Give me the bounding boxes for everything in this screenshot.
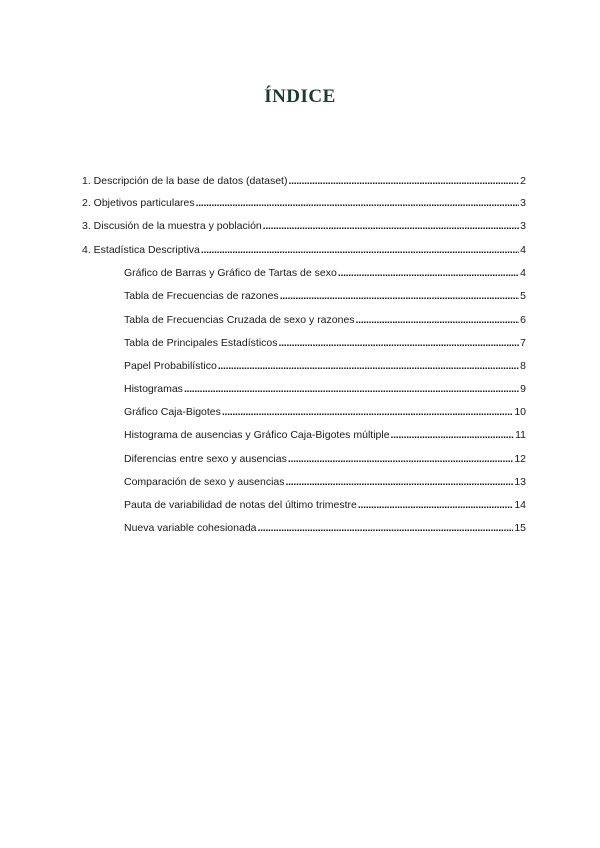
toc-dot-leader: [286, 475, 514, 489]
toc-dot-leader: [288, 174, 519, 188]
toc-dot-leader: [356, 313, 520, 327]
toc-page-number: 4: [520, 244, 526, 256]
toc-subentry-label: Pauta de variabilidad de notas del último trimestre: [124, 499, 357, 511]
toc-entry-label: 2. Objetivos particulares: [82, 197, 195, 209]
toc-page-number: 12: [514, 453, 526, 465]
toc-dot-leader: [280, 289, 519, 303]
toc-entry[interactable]: [82, 243, 526, 257]
toc-dot-leader: [218, 359, 519, 373]
toc-page-number: 14: [514, 499, 526, 511]
toc-page-number: 5: [520, 290, 526, 302]
toc-page-number: 9: [520, 383, 526, 395]
toc-dot-leader: [338, 266, 519, 280]
toc-dot-leader: [279, 336, 520, 350]
toc-subentry[interactable]: [124, 428, 526, 442]
toc-subentry[interactable]: [124, 521, 526, 535]
toc-page-number: 6: [520, 314, 526, 326]
toc-page-number: 3: [520, 220, 526, 232]
toc-subentry-label: Tabla de Frecuencias de razones: [124, 290, 279, 302]
toc-dot-leader: [222, 405, 513, 419]
toc-dot-leader: [201, 243, 519, 257]
toc-subentry-label: Gráfico Caja-Bigotes: [124, 406, 221, 418]
toc-subentry-label: Histogramas: [124, 383, 183, 395]
toc-subentry-label: Papel Probabilístico: [124, 360, 217, 372]
toc-subentry-label: Nueva variable cohesionada: [124, 522, 257, 534]
toc-subentry[interactable]: [124, 313, 526, 327]
toc-page-number: 4: [520, 267, 526, 279]
page-title: ÍNDICE: [264, 86, 336, 107]
toc-subentry[interactable]: [124, 289, 526, 303]
toc-dot-leader: [184, 382, 519, 396]
toc-page-number: 3: [520, 197, 526, 209]
toc-entry[interactable]: [82, 196, 526, 210]
toc-subentry[interactable]: [124, 266, 526, 280]
toc-page-number: 11: [515, 429, 526, 441]
toc-dot-leader: [358, 498, 513, 512]
toc-subentry-label: Tabla de Principales Estadísticos: [124, 337, 278, 349]
toc-subentry-label: Diferencias entre sexo y ausencias: [124, 453, 287, 465]
toc-subentry[interactable]: [124, 382, 526, 396]
toc-subentry[interactable]: [124, 498, 526, 512]
toc-entry-label: 1. Descripción de la base de datos (dataset): [82, 175, 288, 187]
toc-dot-leader: [258, 521, 514, 535]
toc-subentry[interactable]: [124, 475, 526, 489]
toc-entry-label: 4. Estadística Descriptiva: [82, 244, 200, 256]
toc-dot-leader: [263, 219, 519, 233]
toc-page-number: 13: [514, 476, 526, 488]
toc-dot-leader: [391, 428, 515, 442]
toc-subentry-label: Tabla de Frecuencias Cruzada de sexo y razones: [124, 314, 355, 326]
toc-entry[interactable]: [82, 219, 526, 233]
toc-page-number: 7: [520, 337, 526, 349]
toc-subentry-label: Comparación de sexo y ausencias: [124, 476, 285, 488]
toc-page-number: 2: [520, 175, 526, 187]
toc-subentry[interactable]: [124, 359, 526, 373]
toc-entry[interactable]: [82, 174, 526, 188]
toc-subentry[interactable]: [124, 452, 526, 466]
toc-page-number: 8: [520, 360, 526, 372]
toc-dot-leader: [288, 452, 513, 466]
toc-page-number: 15: [514, 522, 526, 534]
toc-subentry-label: Gráfico de Barras y Gráfico de Tartas de sexo: [124, 267, 337, 279]
toc-page-number: 10: [514, 406, 526, 418]
toc-subentry[interactable]: [124, 336, 526, 350]
toc-entry-label: 3. Discusión de la muestra y población: [82, 220, 262, 232]
toc-subentry-label: Histograma de ausencias y Gráfico Caja-Bigotes múltiple: [124, 429, 390, 441]
toc-subentry[interactable]: [124, 405, 526, 419]
toc-dot-leader: [196, 196, 520, 210]
